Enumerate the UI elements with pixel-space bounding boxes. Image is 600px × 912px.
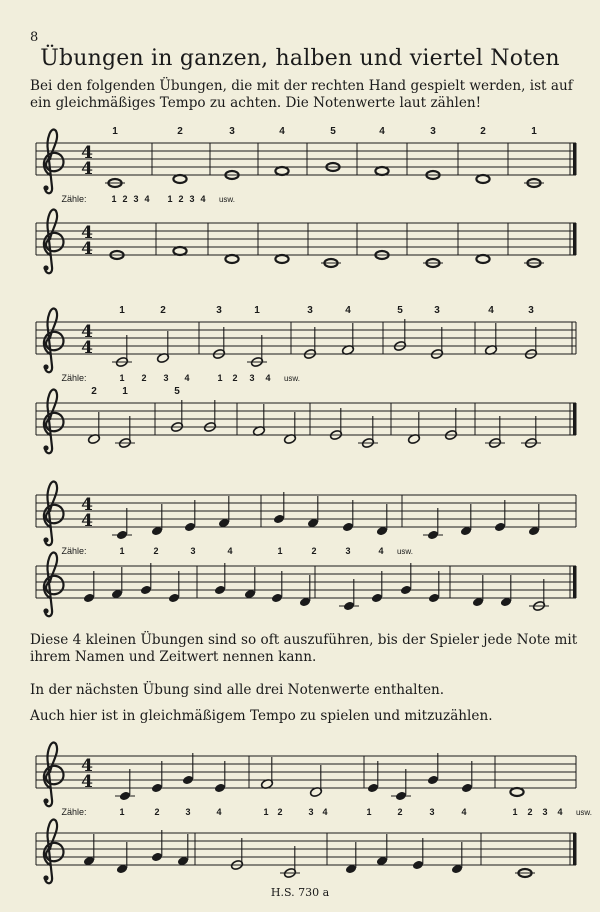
page-title: Übungen in ganzen, halben und viertel Noten xyxy=(40,46,560,71)
fingering-number: 3 xyxy=(229,126,235,137)
final-barline-thick xyxy=(573,143,577,175)
fingering-number: 1 xyxy=(112,126,118,137)
fingering-number: 2 xyxy=(177,126,183,137)
whole-note xyxy=(275,255,288,263)
count-number: 1 xyxy=(119,373,125,383)
time-signature-denominator: 4 xyxy=(81,239,93,259)
treble-clef-icon xyxy=(43,820,63,884)
count-number: 4 xyxy=(227,546,233,556)
etc-label: usw. xyxy=(396,547,414,556)
fingering-number: 4 xyxy=(379,126,385,137)
count-number: 3 xyxy=(133,194,139,204)
count-number: 2 xyxy=(277,807,283,817)
count-number: 2 xyxy=(141,373,147,383)
time-signature-denominator: 4 xyxy=(81,159,93,179)
fingering-number: 5 xyxy=(174,386,180,397)
fingering-number: 1 xyxy=(119,305,125,316)
treble-clef-icon xyxy=(43,210,63,274)
fingering-number: 2 xyxy=(160,305,166,316)
final-barline-thick xyxy=(573,566,577,598)
fingering-number: 3 xyxy=(528,305,534,316)
time-signature-denominator: 4 xyxy=(81,511,93,531)
count-number: 1 xyxy=(263,807,269,817)
count-number: 4 xyxy=(557,807,563,817)
whole-note xyxy=(225,255,238,263)
treble-clef-icon xyxy=(43,553,63,617)
fingering-number: 4 xyxy=(488,305,494,316)
fingering-number: 3 xyxy=(307,305,313,316)
count-number: 3 xyxy=(345,546,351,556)
count-number: 4 xyxy=(265,373,271,383)
final-barline-thick xyxy=(573,833,577,865)
whole-note xyxy=(375,167,388,175)
count-number: 2 xyxy=(397,807,403,817)
treble-clef-icon xyxy=(43,309,63,373)
treble-clef-icon xyxy=(43,390,63,454)
count-number: 3 xyxy=(542,807,548,817)
fingering-number: 5 xyxy=(397,305,403,316)
count-number: 2 xyxy=(122,194,128,204)
page-number: 8 xyxy=(30,30,39,45)
final-barline-thick xyxy=(573,223,577,255)
count-number: 2 xyxy=(153,546,159,556)
fingering-number: 3 xyxy=(434,305,440,316)
time-signature-numerator: 4 xyxy=(81,322,93,342)
count-number: 4 xyxy=(378,546,384,556)
count-label: Zähle: xyxy=(61,373,87,383)
count-number: 2 xyxy=(178,194,184,204)
count-number: 3 xyxy=(185,807,191,817)
whole-note xyxy=(173,175,186,183)
fingering-number: 4 xyxy=(279,126,285,137)
count-number: 3 xyxy=(189,194,195,204)
time-signature-numerator: 4 xyxy=(81,143,93,163)
count-number: 1 xyxy=(111,194,117,204)
treble-clef-icon xyxy=(43,130,63,194)
time-signature-numerator: 4 xyxy=(81,756,93,776)
fingering-number: 3 xyxy=(430,126,436,137)
instruction-paragraph-1: Diese 4 kleinen Übungen sind so oft auszuführen, bis der Spieler jede Note mit ihrem Namen und Zeitwert nennen kann. xyxy=(30,632,578,665)
count-label: Zähle: xyxy=(61,546,87,556)
etc-label: usw. xyxy=(575,808,593,817)
count-number: 3 xyxy=(163,373,169,383)
fingering-number: 5 xyxy=(330,126,336,137)
count-number: 4 xyxy=(216,807,222,817)
whole-note xyxy=(275,167,288,175)
count-number: 2 xyxy=(527,807,533,817)
count-number: 3 xyxy=(190,546,196,556)
count-number: 1 xyxy=(217,373,223,383)
count-number: 1 xyxy=(366,807,372,817)
fingering-number: 2 xyxy=(480,126,486,137)
count-number: 3 xyxy=(429,807,435,817)
count-number: 3 xyxy=(308,807,314,817)
instruction-paragraph-3: Auch hier ist in gleichmäßigem Tempo zu spielen und mitzuzählen. xyxy=(30,708,493,724)
count-number: 4 xyxy=(200,194,206,204)
whole-note xyxy=(476,175,489,183)
count-number: 1 xyxy=(277,546,283,556)
count-number: 1 xyxy=(167,194,173,204)
publisher-code: H.S. 730 a xyxy=(270,886,330,899)
final-barline-thick xyxy=(573,403,577,435)
count-number: 4 xyxy=(461,807,467,817)
treble-clef-icon xyxy=(43,482,63,546)
intro-text: Bei den folgenden Übungen, die mit der rechten Hand gespielt werden, ist auf ein gleichmäßiges Tempo zu achten. Die Notenwerte laut zählen! xyxy=(30,78,573,111)
time-signature-denominator: 4 xyxy=(81,338,93,358)
count-number: 4 xyxy=(144,194,150,204)
whole-note xyxy=(476,255,489,263)
instruction-paragraph-2: In der nächsten Übung sind alle drei Notenwerte enthalten. xyxy=(30,682,445,698)
count-number: 1 xyxy=(119,546,125,556)
count-number: 4 xyxy=(322,807,328,817)
count-number: 1 xyxy=(512,807,518,817)
count-number: 2 xyxy=(232,373,238,383)
fingering-number: 1 xyxy=(531,126,537,137)
count-number: 2 xyxy=(154,807,160,817)
time-signature-numerator: 4 xyxy=(81,223,93,243)
fingering-number: 1 xyxy=(254,305,260,316)
whole-note xyxy=(173,247,186,255)
etc-label: usw. xyxy=(283,374,301,383)
fingering-number: 3 xyxy=(216,305,222,316)
fingering-number: 1 xyxy=(122,386,128,397)
treble-clef-icon xyxy=(43,743,63,807)
time-signature-numerator: 4 xyxy=(81,495,93,515)
fingering-number: 2 xyxy=(91,386,97,397)
count-number: 4 xyxy=(184,373,190,383)
count-number: 3 xyxy=(249,373,255,383)
time-signature-denominator: 4 xyxy=(81,772,93,792)
count-label: Zähle: xyxy=(61,194,87,204)
etc-label: usw. xyxy=(218,195,236,204)
whole-note xyxy=(510,788,523,796)
fingering-number: 4 xyxy=(345,305,351,316)
count-label: Zähle: xyxy=(61,807,87,817)
count-number: 1 xyxy=(119,807,125,817)
count-number: 2 xyxy=(311,546,317,556)
